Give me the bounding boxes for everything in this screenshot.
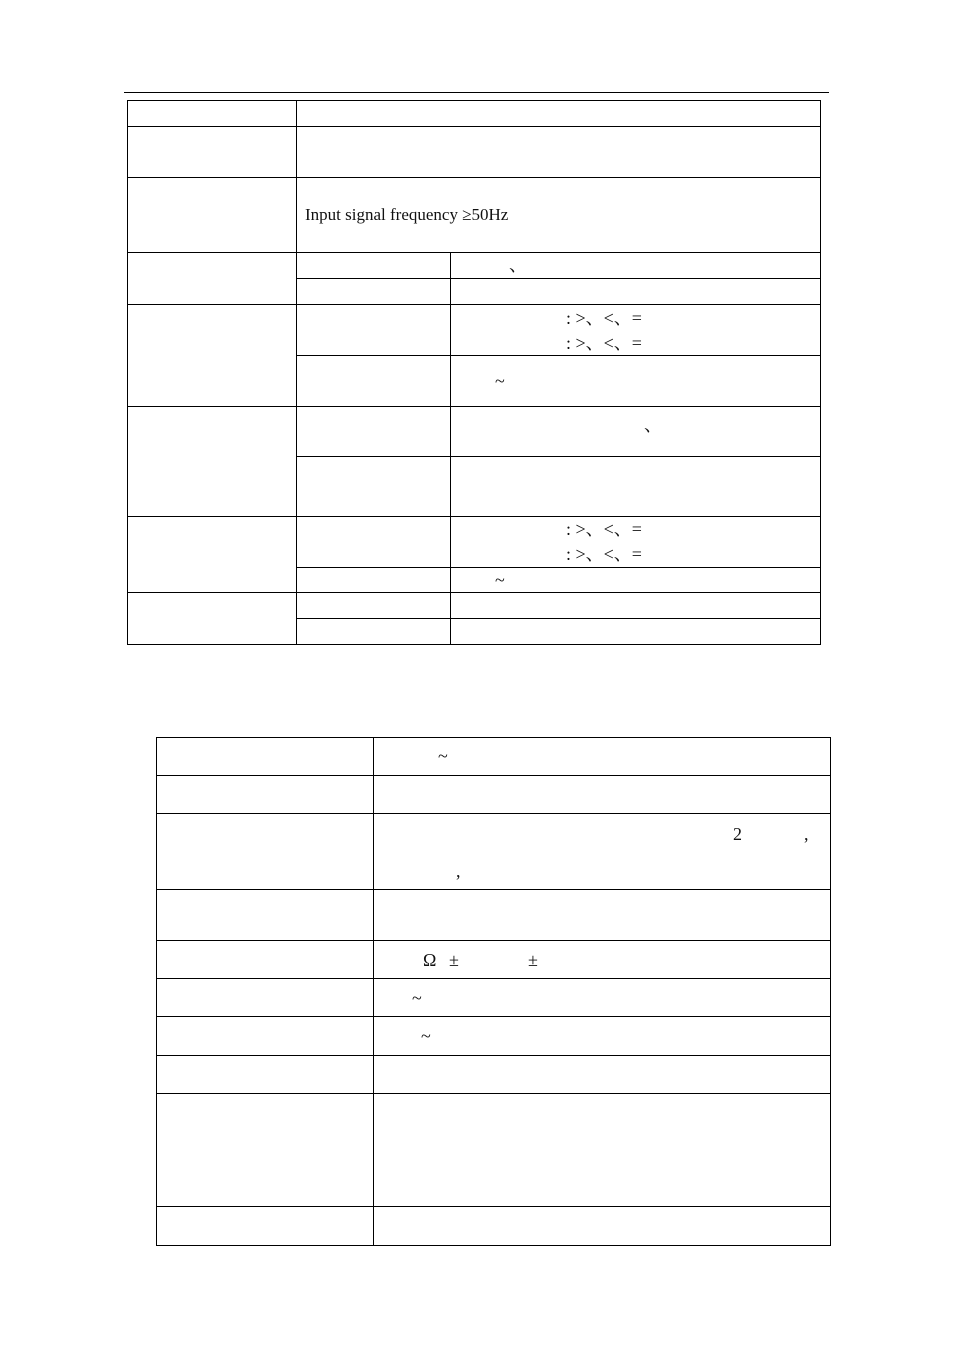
range-tilde: ~	[495, 371, 505, 391]
plus-minus-symbol: ±	[528, 950, 538, 970]
t2-r4-label	[156, 889, 374, 941]
t1-groupC-sub2	[296, 456, 451, 517]
t2-r5-label	[156, 940, 374, 979]
t2-r8-value	[373, 1055, 831, 1094]
t2-r4-value	[373, 889, 831, 941]
t1-groupB-sub2	[296, 355, 451, 407]
t1-groupA-sub2	[296, 278, 451, 305]
compare-operators: : >、<、=	[566, 333, 642, 353]
t1-groupE-label	[127, 592, 297, 645]
t1-groupA-label	[127, 252, 297, 305]
t1-groupD-val1	[450, 516, 821, 568]
t1-groupE-val2	[450, 618, 821, 645]
compare-operators: : >、<、=	[566, 544, 642, 564]
t2-r1-value	[373, 737, 831, 776]
ohm-symbol: Ω	[423, 950, 437, 970]
t1-groupD-val2	[450, 567, 821, 593]
t1-groupE-sub2	[296, 618, 451, 645]
range-tilde: ~	[412, 988, 422, 1008]
t2-r6-value	[373, 978, 831, 1017]
t1-groupB-sub1	[296, 304, 451, 356]
t2-r6-label	[156, 978, 374, 1017]
t2-r10-label	[156, 1206, 374, 1246]
range-tilde: ~	[438, 746, 448, 766]
t1-groupB-label	[127, 304, 297, 407]
t2-r7-value	[373, 1016, 831, 1056]
t1-groupA-val1	[450, 252, 821, 279]
t2-r7-label	[156, 1016, 374, 1056]
t2-r2-value	[373, 775, 831, 814]
t1-r2-value	[296, 126, 821, 178]
input-frequency-text: Input signal frequency ≥50Hz	[305, 205, 509, 224]
separator-mark: 、	[644, 415, 662, 435]
t1-groupA-sub1	[296, 252, 451, 279]
t1-groupE-sub1	[296, 592, 451, 619]
t1-groupB-val1	[450, 304, 821, 356]
t1-r3-label	[127, 177, 297, 253]
t1-r1-value	[296, 100, 821, 127]
t2-r5-value	[373, 940, 831, 979]
t2-r9-label	[156, 1093, 374, 1207]
t2-r1-label	[156, 737, 374, 776]
comma-mark: ,	[456, 861, 461, 881]
t1-groupD-sub1	[296, 516, 451, 568]
t1-groupC-val2	[450, 456, 821, 517]
range-tilde: ~	[421, 1026, 431, 1046]
t1-r2-label	[127, 126, 297, 178]
t1-r1-label	[127, 100, 297, 127]
t2-r3-value	[373, 813, 831, 890]
t2-r2-label	[156, 775, 374, 814]
t1-groupC-sub1	[296, 406, 451, 457]
t1-r3-value	[296, 177, 821, 253]
compare-operators: : >、<、=	[566, 308, 642, 328]
t2-r9-value	[373, 1093, 831, 1207]
t1-groupD-label	[127, 516, 297, 593]
plus-minus-symbol: ±	[449, 950, 459, 970]
t1-groupE-val1	[450, 592, 821, 619]
t1-groupB-val2	[450, 355, 821, 407]
t1-groupC-label	[127, 406, 297, 517]
compare-operators: : >、<、=	[566, 519, 642, 539]
t1-groupA-val2	[450, 278, 821, 305]
t2-r10-value	[373, 1206, 831, 1246]
digit-text: 2	[733, 824, 742, 844]
t2-r8-label	[156, 1055, 374, 1094]
t1-groupC-val1	[450, 406, 821, 457]
separator-mark: 、	[509, 255, 527, 275]
header-rule	[124, 92, 829, 93]
t2-r3-label	[156, 813, 374, 890]
range-tilde: ~	[495, 570, 505, 590]
t1-groupD-sub2	[296, 567, 451, 593]
comma-mark: ,	[804, 824, 809, 844]
